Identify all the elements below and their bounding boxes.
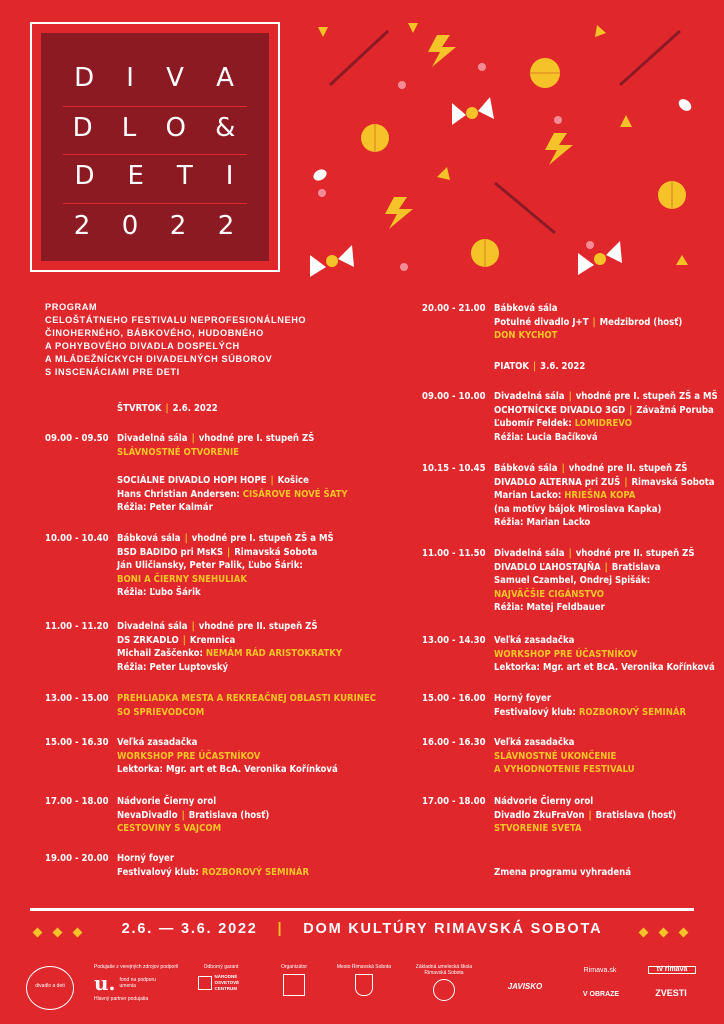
coat-of-arms-icon [355, 974, 373, 996]
school-emblem-icon [433, 979, 455, 1001]
city-logo: Mesto Rimavská Sobota [334, 964, 394, 996]
logo-letter: L [121, 113, 139, 143]
zvesti-logo: ZVESTI [655, 988, 687, 998]
logo-letter: & [215, 113, 238, 143]
tv-rimava-logo: tv rimava [648, 966, 696, 974]
logo-letter: 2 [169, 211, 189, 241]
footer-dates: 2.6. — 3.6. 2022 [121, 921, 258, 937]
noc-icon [198, 976, 212, 990]
logo-letter: E [127, 161, 146, 191]
festival-seal-logo: divadlo a deti [26, 966, 74, 1010]
dot-icon [398, 81, 406, 89]
javisko-logo: JAVISKO [507, 982, 543, 991]
logo-letter: D [72, 113, 95, 143]
footer-venue: DOM KULTÚRY RIMAVSKÁ SOBOTA [303, 921, 603, 937]
triangle-icon [408, 23, 418, 33]
day-header-thursday: ŠTVRTOK | 2.6. 2022 [117, 403, 218, 414]
right-column: 20.00 - 21.00 Bábková sála Potulné divadlo J+T | Medzibrod (hosť) DON KYCHOT PIATOK | 3.6. 2022 09.00 - 10.00 Divadelná sála | vhodné pre I. stupeň ZŠ a MŠ OCHOTNÍCKE DIVADLO 3GD | Závažná Poruba Ľubomír Feldek: LOMIDREVO Réžia: Lucia Bačíková 10.15 - 10.45 Bábková sála | vhodné pre II. stupeň ZŠ DIVADLO ALTERNA pri ZUŠ | Rimavská Sobota Marian Lacko: HRIEŠNA KOPA (na motívy bájok Miroslava Kapka) Réžia: Marian Lacko 11.00 - 11.50 Divadelná sála | vhodné pre II. stupeň ZŠ DIVADLO ĽAHOSTAJŇA | Bratislava Samuel Czambel, Ondrej Spišák: NAJVÄČŠIE CIGÁNSTVO Réžia: Matej Feldbauer 13.00 - 14.30 Veľká zasadačka WORKSHOP PRE ÚČASTNÍKOV Lektorka: Mgr. art et BcA. Veronika Kořínková 15.00 - 16.00 Horný foyer Festivalový klub: ROZBOROVÝ SEMINÁR 16.00 - 16.30 Veľká zasadačka SLÁVNOSTNÉ UKONČENIE A VYHODNOTENIE FESTIVALU 17.00 - 18.00 Nádvorie Čierny orol Divadlo ZkuFraVon | Bratislava (hosť) STVORENIE SVETA Zmena programu vyhradená [422, 303, 718, 878]
day-header-friday: PIATOK | 3.6. 2022 [494, 361, 586, 372]
guarantor-logo: Odborný garant NÁRODNÉ OSVETOVÉ CENTRUM [196, 964, 246, 992]
fund-logo: Podujatie z verejných zdrojov podporil u. fond na podporu umenia Hlavný partner podujatia [94, 964, 179, 1002]
logo-letter: I [126, 63, 136, 93]
sponsor-strip [0, 964, 724, 1020]
school-logo: Základná umelecká škola Rimavská Sobota [412, 964, 476, 1001]
footer-divider [30, 908, 694, 911]
program-title: PROGRAM CELOŠTÁTNEHO FESTIVALU NEPROFESIONÁLNEHO ČINOHERNÉHO, BÁBKOVÉHO, HUDOBNÉHO A POHYBOVÉHO DIVADLA DOSPELÝCH A MLÁDEŽNÍCKYCH DIVADELNÝCH SÚBOROV S INSCENÁCIAMI PRE DETI [45, 302, 307, 377]
logo-letter: 0 [121, 211, 141, 241]
logo-letter: T [176, 161, 195, 191]
logo-letter: I [225, 161, 236, 191]
dot-icon [400, 263, 408, 271]
organizer-logo: Organizátor [274, 964, 314, 996]
logo-letter: 2 [73, 211, 93, 241]
logo-letter: 2 [217, 211, 237, 241]
logo-letter: O [165, 113, 188, 143]
left-column: ŠTVRTOK | 2.6. 2022 09.00 - 09.50 Divadelná sála | vhodné pre I. stupeň ZŠ SLÁVNOSTNÉ OTVORENIE SOCIÁLNE DIVADLO HOPI HOPE | Košice Hans Christian Andersen: CISÁROVE NOVÉ ŠATY Réžia: Peter Kalmár 10.00 - 10.40 Bábková sála | vhodné pre I. stupeň ZŠ a MŠ BSD BADIDO pri MsKS | Rimavská Sobota Ján Uličiansky, Peter Palik, Ľubo Šárik: BONI A ČIERNY SNEHULIAK Réžia: Ľubo Šárik 11.00 - 11.20 Divadelná sála | vhodné pre II. stupeň ZŠ DS ZRKADLO | Kremnica Michail Zaščenko: NEMÁM RÁD ARISTOKRATKY Réžia: Peter Luptovský 13.00 - 15.00 PREHLIADKA MESTA A REKREAČNEJ OBLASTI KURINEC SO SPRIEVODCOM 15.00 - 16.30 Veľká zasadačka WORKSHOP PRE ÚČASTNÍKOV Lektorka: Mgr. art et BcA. Veronika Kořínková 17.00 - 18.00 Nádvorie Čierny orol NevaDivadlo | Bratislava (hosť) CESTOVINY S VAJCOM 19.00 - 20.00 Horný foyer Festivalový klub: ROZBOROVÝ SEMINÁR [45, 403, 377, 878]
v-obraze-logo: V OBRAZE [582, 991, 620, 998]
logo-letter: D [74, 161, 97, 191]
logo-letter: D [74, 63, 97, 93]
rimava-logo: Rimava.sk [583, 967, 617, 974]
organizer-icon [283, 974, 305, 996]
logo-letter: V [166, 63, 186, 93]
lightning-icon [385, 197, 413, 229]
logo-letter: A [216, 63, 236, 93]
footer-banner: 2.6. — 3.6. 2022 | DOM KULTÚRY RIMAVSKÁ SOBOTA [121, 921, 603, 937]
